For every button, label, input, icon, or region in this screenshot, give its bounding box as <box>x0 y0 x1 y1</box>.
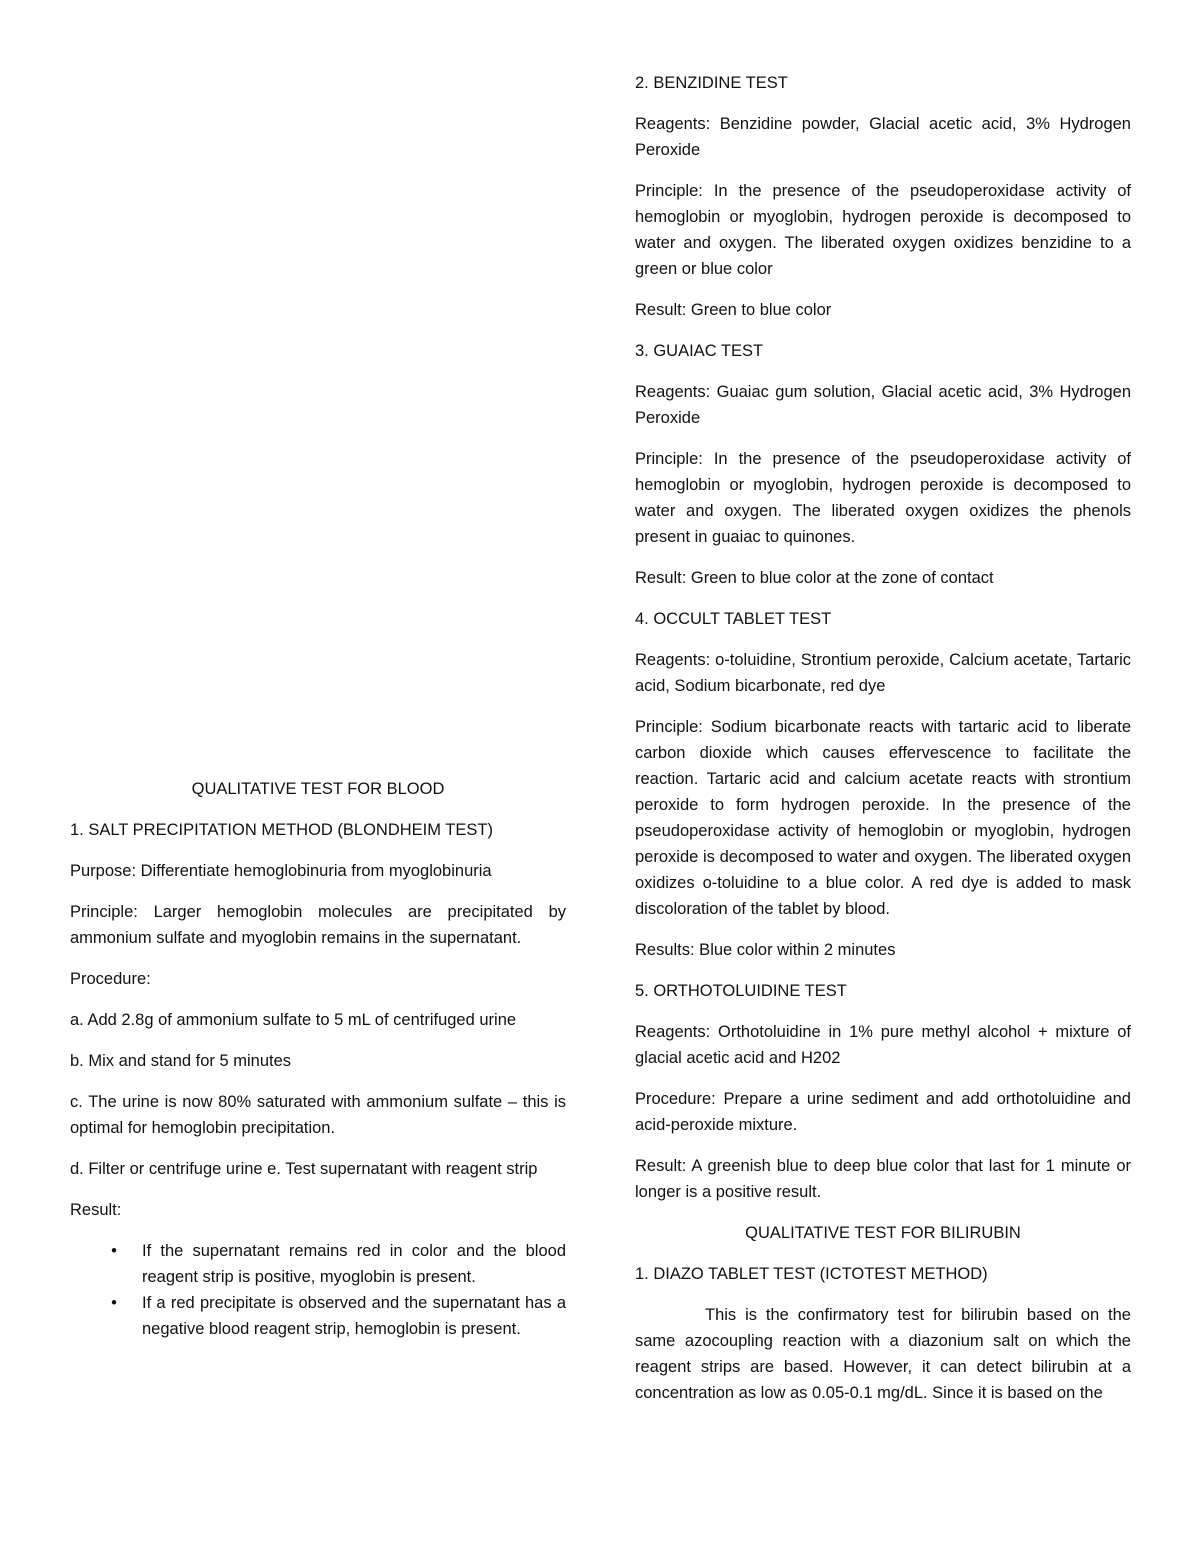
ortho-result: Result: A greenish blue to deep blue color that last for 1 minute or longer is a positive result. <box>635 1157 1131 1201</box>
bullet-icon: • <box>111 1294 117 1312</box>
occult-title: 4. OCCULT TABLET TEST <box>635 610 832 628</box>
salt-principle: Principle: Larger hemoglobin molecules are precipitated by ammonium sulfate and myoglobin remains in the supernatant. <box>70 903 566 947</box>
ortho-procedure: Procedure: Prepare a urine sediment and add orthotoluidine and acid-peroxide mixture. <box>635 1090 1131 1134</box>
guaiac-reagents: Reagents: Guaiac gum solution, Glacial acetic acid, 3% Hydrogen Peroxide <box>635 383 1131 427</box>
salt-step-d: d. Filter or centrifuge urine e. Test supernatant with reagent strip <box>70 1160 538 1178</box>
ortho-reagents: Reagents: Orthotoluidine in 1% pure methyl alcohol + mixture of glacial acetic acid and H202 <box>635 1023 1131 1067</box>
salt-step-c: c. The urine is now 80% saturated with ammonium sulfate – this is optimal for hemoglobin precipitation. <box>70 1093 566 1137</box>
benzidine-principle: Principle: In the presence of the pseudoperoxidase activity of hemoglobin or myoglobin, hydrogen peroxide is decomposed to water and oxygen. The liberated oxygen oxidizes benzidine to a green or blue color <box>635 182 1131 278</box>
blood-heading: QUALITATIVE TEST FOR BLOOD <box>191 780 445 798</box>
occult-reagents: Reagents: o-toluidine, Strontium peroxide, Calcium acetate, Tartaric acid, Sodium bicarbonate, red dye <box>635 651 1131 695</box>
guaiac-result: Result: Green to blue color at the zone of contact <box>635 569 994 587</box>
benzidine-result: Result: Green to blue color <box>635 301 832 319</box>
salt-result-item <box>111 1290 566 1342</box>
diazo-text: This is the confirmatory test for bilirubin based on the same azocoupling reaction with a diazonium salt on which the reagent strips are based. However, it can detect bilirubin at a concentration as low as 0.05-0.1 mg/dL. Since it is based on the <box>635 1306 1131 1402</box>
salt-result-list <box>70 1238 566 1342</box>
diazo-title: 1. DIAZO TABLET TEST (ICTOTEST METHOD) <box>635 1265 988 1283</box>
salt-procedure-label: Procedure: <box>70 970 151 988</box>
benzidine-reagents: Reagents: Benzidine powder, Glacial acetic acid, 3% Hydrogen Peroxide <box>635 115 1131 159</box>
bilirubin-heading: QUALITATIVE TEST FOR BILIRUBIN <box>745 1224 1021 1242</box>
occult-principle: Principle: Sodium bicarbonate reacts with tartaric acid to liberate carbon dioxide which causes effervescence to facilitate the reaction. Tartaric acid and calcium acetate reacts with strontium peroxide to form hydrogen peroxide. In the presence of the pseudoperoxidase activity of hemoglobin or myoglobin, hydrogen peroxide is decomposed to water and oxygen. The liberated oxygen oxidizes o-toluidine to a blue color. A red dye is added to mask discoloration of the tablet by blood. <box>635 718 1131 918</box>
salt-step-a: a. Add 2.8g of ammonium sulfate to 5 mL of centrifuged urine <box>70 1011 517 1029</box>
right-column <box>635 70 1131 1421</box>
benzidine-title: 2. BENZIDINE TEST <box>635 74 788 92</box>
ortho-title: 5. ORTHOTOLUIDINE TEST <box>635 982 847 1000</box>
occult-result: Results: Blue color within 2 minutes <box>635 941 896 959</box>
salt-title: 1. SALT PRECIPITATION METHOD (BLONDHEIM TEST) <box>70 821 493 839</box>
salt-result-label: Result: <box>70 1201 122 1219</box>
salt-step-b: b. Mix and stand for 5 minutes <box>70 1052 292 1070</box>
salt-result-item <box>111 1238 566 1290</box>
guaiac-principle: Principle: In the presence of the pseudoperoxidase activity of hemoglobin or myoglobin, hydrogen peroxide is decomposed to water and oxygen. The liberated oxygen oxidizes the phenols present in guaiac to quinones. <box>635 450 1131 546</box>
salt-purpose: Purpose: Differentiate hemoglobinuria from myoglobinuria <box>70 862 492 880</box>
salt-result-text: If a red precipitate is observed and the supernatant has a negative blood reagent strip, hemoglobin is present. <box>142 1294 566 1338</box>
left-column <box>70 776 566 1342</box>
salt-result-text: If the supernatant remains red in color and the blood reagent strip is positive, myoglobin is present. <box>142 1242 566 1286</box>
guaiac-title: 3. GUAIAC TEST <box>635 342 764 360</box>
bullet-icon: • <box>111 1242 117 1260</box>
